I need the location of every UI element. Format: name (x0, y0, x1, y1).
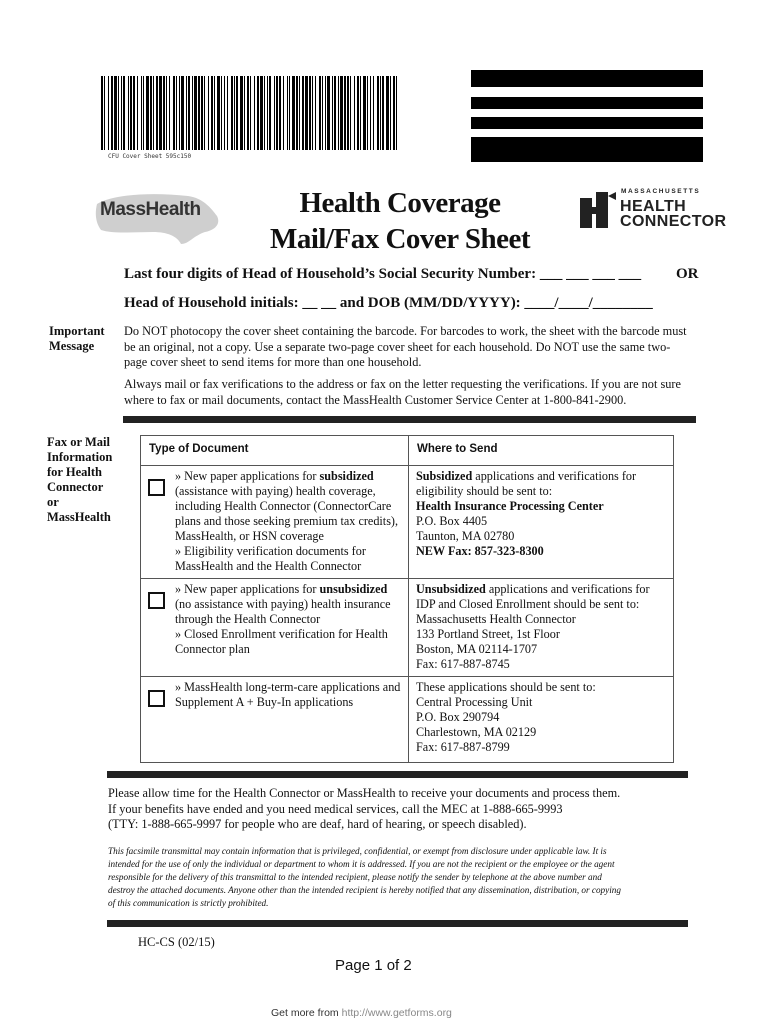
barcode-bar (283, 76, 284, 150)
long-term-care-checkbox[interactable] (148, 690, 165, 707)
fax-mail-label-line: Connector (47, 480, 104, 494)
table-row (141, 466, 674, 579)
barcode-bar (163, 76, 165, 150)
barcode-bar (159, 76, 162, 150)
document-description (175, 582, 404, 657)
barcode-bar (108, 76, 109, 150)
barcode-bar (128, 76, 129, 150)
barcode-bar (357, 76, 359, 150)
barcode-bar (141, 76, 142, 150)
barcode (97, 76, 402, 156)
doc-text: (assistance with paying) health coverage, including Health Connector (ConnectorCare plans and those seeking premium tax credits), MassHealth, or HSN coverage (175, 484, 399, 543)
get-more-link[interactable]: http://www.getforms.org (341, 1007, 452, 1019)
barcode-caption: CFU Cover Sheet 595c150 (108, 153, 192, 160)
page-number: Page 1 of 2 (335, 957, 412, 974)
barcode-bar (377, 76, 379, 150)
notice-line: (TTY: 1-888-665-9997 for people who are deaf, hard of hearing, or speech disabled). (108, 817, 527, 831)
ssn-field-line[interactable]: Last four digits of Head of Household’s Social Security Number: ___ ___ ___ ___ (124, 266, 642, 282)
address-line: Taunton, MA 02780 (416, 529, 515, 543)
where-to-send-cell (409, 677, 674, 763)
important-label-line: Important (49, 324, 105, 338)
table-row (141, 579, 674, 677)
barcode-bar (208, 76, 209, 150)
barcode-bar (247, 76, 249, 150)
barcode-bar (130, 76, 132, 150)
barcode-bar (309, 76, 311, 150)
where-text: applications and verifications for IDP and Closed Enrollment should be sent to: (416, 582, 650, 611)
barcode-bar (338, 76, 339, 150)
recipient-name: Central Processing Unit (416, 695, 533, 709)
barcode-bar (370, 76, 371, 150)
barcode-bar (217, 76, 220, 150)
barcode-bar (227, 76, 228, 150)
barcode-bar (354, 76, 355, 150)
barcode-bar (194, 76, 197, 150)
barcode-bar (279, 76, 281, 150)
where-text: These applications should be sent to: (416, 680, 596, 694)
form-code: HC-CS (02/15) (138, 935, 215, 949)
barcode-bar (214, 76, 215, 150)
barcode-bar (287, 76, 288, 150)
important-label (49, 324, 105, 354)
where-text: applications and verifications for eligibility should be sent to: (416, 469, 637, 498)
barcode-bar (264, 76, 265, 150)
barcode-bar (101, 76, 103, 150)
barcode-bar (393, 76, 395, 150)
barcode-bar (250, 76, 251, 150)
where-to-send-cell (409, 579, 674, 677)
doc-text: » New paper applications for (175, 582, 320, 596)
barcode-bar (382, 76, 384, 150)
barcode-bar (269, 76, 271, 150)
routing-table (140, 435, 674, 763)
barcode-bar (274, 76, 275, 150)
barcode-bar (244, 76, 245, 150)
barcode-bar (386, 76, 389, 150)
document-type-cell (141, 677, 409, 763)
barcode-bar (305, 76, 308, 150)
redaction-bar (471, 117, 703, 129)
where-text-bold: Unsubsidized (416, 582, 486, 596)
barcode-bar (332, 76, 333, 150)
redaction-bar (471, 97, 703, 109)
barcode-bar (137, 76, 138, 150)
masshealth-logo-text: MassHealth (100, 199, 201, 220)
barcode-bar (360, 76, 361, 150)
barcode-bar (133, 76, 135, 150)
barcode-bar (363, 76, 366, 150)
unsubsidized-checkbox[interactable] (148, 592, 165, 609)
barcode-bar (315, 76, 316, 150)
barcode-bar (390, 76, 391, 150)
fax-mail-label-line: or (47, 495, 59, 509)
barcode-bar (236, 76, 238, 150)
barcode-bar (114, 76, 117, 150)
address-line: P.O. Box 290794 (416, 710, 500, 724)
page-title-line1: Health Coverage (299, 187, 501, 219)
barcode-bar (312, 76, 313, 150)
barcode-bar (198, 76, 200, 150)
doc-text-bold: unsubsidized (319, 582, 388, 596)
barcode-bar (325, 76, 326, 150)
notice-line: If your benefits have ended and you need medical services, call the MEC at 1-888-665-9993 (108, 801, 563, 816)
barcode-bar (347, 76, 349, 150)
divider (123, 416, 696, 423)
barcode-bar (327, 76, 330, 150)
barcode-bar (344, 76, 346, 150)
doc-text: » New paper applications for (175, 469, 320, 483)
health-connector-icon (578, 190, 618, 230)
barcode-bar (123, 76, 125, 150)
barcode-bar (143, 76, 144, 150)
page-title-line2: Mail/Fax Cover Sheet (269, 223, 531, 255)
barcode-bar (104, 76, 105, 150)
barcode-bar (201, 76, 203, 150)
address-line: Boston, MA 02114-1707 (416, 642, 538, 656)
barcode-bar (150, 76, 152, 150)
recipient-name: Health Insurance Processing Center (416, 499, 604, 513)
barcode-bar (350, 76, 351, 150)
barcode-bar (188, 76, 190, 150)
barcode-bar (373, 76, 374, 150)
column-header-type: Type of Document (141, 436, 409, 466)
confidentiality-disclaimer: This facsimile transmittal may contain information that is privileged, confidential, or exempt from disclosure under applicable law. It is intended for the use of only the individual or department to whom it is addressed. If you are not the recipient or the employee or the agent responsible for the delivery of this transmittal to the intended recipient, please notify the sender by telephone at the above number and destroy the attached documents. Anyone other than the intended recipient is hereby notified that any dissemination, distribution, or copying of this communication is strictly prohibited. (108, 846, 621, 908)
barcode-bar (396, 76, 397, 150)
barcode-bar (121, 76, 122, 150)
doc-text: » Eligibility verification documents for MassHealth and the Health Connector (175, 544, 366, 573)
barcode-bar (322, 76, 323, 150)
document-description: » MassHealth long-term-care applications and Supplement A + Buy-In applications (175, 680, 401, 709)
barcode-bar (240, 76, 243, 150)
connector-name-line2: CONNECTOR (620, 213, 727, 230)
fax-mail-label-line: for Health (47, 465, 102, 479)
doc-text-bold: subsidized (319, 469, 374, 483)
barcode-bar (221, 76, 222, 150)
get-more-footer (271, 1007, 452, 1019)
fax-number: Fax: 617-887-8799 (416, 740, 510, 754)
notice-line: Please allow time for the Health Connector or MassHealth to receive your documents and process them. (108, 786, 621, 800)
get-more-text: Get more from (271, 1007, 342, 1019)
address-line: 133 Portland Street, 1st Floor (416, 627, 560, 641)
fax-number: NEW Fax: 857-323-8300 (416, 544, 544, 558)
redaction-bar (471, 70, 703, 87)
document-type-cell (141, 466, 409, 579)
important-message: Do NOT photocopy the cover sheet containing the barcode. For barcodes to work, the sheet with the barcode must be an original, not a copy. Use a separate two-page cover sheet for each household. Do NOT use the same two-page cover sheet to send items for more than one household. (124, 324, 687, 369)
barcode-bar (340, 76, 343, 150)
barcode-bar (118, 76, 119, 150)
barcode-bar (153, 76, 154, 150)
initials-dob-field-line[interactable]: Head of Household initials: __ __ and DOB (MM/DD/YYYY): ____/____/________ (124, 295, 653, 311)
barcode-bar (211, 76, 213, 150)
barcode-bar (204, 76, 205, 150)
document-type-cell (141, 579, 409, 677)
fax-mail-info-label (47, 435, 112, 525)
barcode-bar (156, 76, 158, 150)
barcode-bar (260, 76, 263, 150)
important-message-contact: Always mail or fax verifications to the address or fax on the letter requesting the verifications. If you are not sure where to fax or mail documents, contact the MassHealth Customer Service Center at 1-800-841-2900. (124, 377, 681, 407)
barcode-bar (319, 76, 321, 150)
barcode-bar (234, 76, 235, 150)
important-label-line: Message (49, 339, 95, 353)
barcode-bar (186, 76, 187, 150)
table-row (141, 677, 674, 763)
barcode-bar (299, 76, 300, 150)
redaction-bar (471, 137, 703, 162)
barcode-bar (302, 76, 304, 150)
divider (107, 920, 688, 927)
barcode-bar (224, 76, 225, 150)
barcode-bar (292, 76, 295, 150)
column-header-where: Where to Send (409, 436, 674, 466)
processing-notice (108, 786, 698, 833)
barcode-bar (181, 76, 184, 150)
barcode-bar (192, 76, 193, 150)
subsidized-checkbox[interactable] (148, 479, 165, 496)
barcode-bar (176, 76, 177, 150)
table-header-row (141, 436, 674, 466)
barcode-bar (380, 76, 381, 150)
barcode-bar (231, 76, 233, 150)
connector-state-label: MASSACHUSETTS (621, 188, 701, 195)
doc-text: » Closed Enrollment verification for Health Connector plan (175, 627, 388, 656)
barcode-bar (111, 76, 113, 150)
barcode-bar (169, 76, 170, 150)
barcode-bar (276, 76, 278, 150)
barcode-bar (146, 76, 149, 150)
recipient-name: Massachusetts Health Connector (416, 612, 576, 626)
barcode-bar (254, 76, 255, 150)
address-line: P.O. Box 4405 (416, 514, 488, 528)
document-description (175, 469, 404, 574)
divider (107, 771, 688, 778)
barcode-bar (267, 76, 268, 150)
barcode-bar (173, 76, 175, 150)
barcode-bar (367, 76, 368, 150)
fax-mail-label-line: Information (47, 450, 113, 464)
barcode-bar (179, 76, 180, 150)
connector-name-line1: HEALTH (620, 198, 687, 215)
barcode-bar (296, 76, 298, 150)
address-line: Charlestown, MA 02129 (416, 725, 537, 739)
doc-text: (no assistance with paying) health insurance through the Health Connector (175, 597, 391, 626)
where-text-bold: Subsidized (416, 469, 473, 483)
barcode-bar (257, 76, 259, 150)
barcode-bar (289, 76, 290, 150)
fax-number: Fax: 617-887-8745 (416, 657, 510, 671)
or-label: OR (676, 266, 699, 282)
fax-mail-label-line: MassHealth (47, 510, 111, 524)
where-to-send-cell (409, 466, 674, 579)
fax-mail-label-line: Fax or Mail (47, 435, 110, 449)
barcode-bar (166, 76, 167, 150)
barcode-bar (334, 76, 336, 150)
